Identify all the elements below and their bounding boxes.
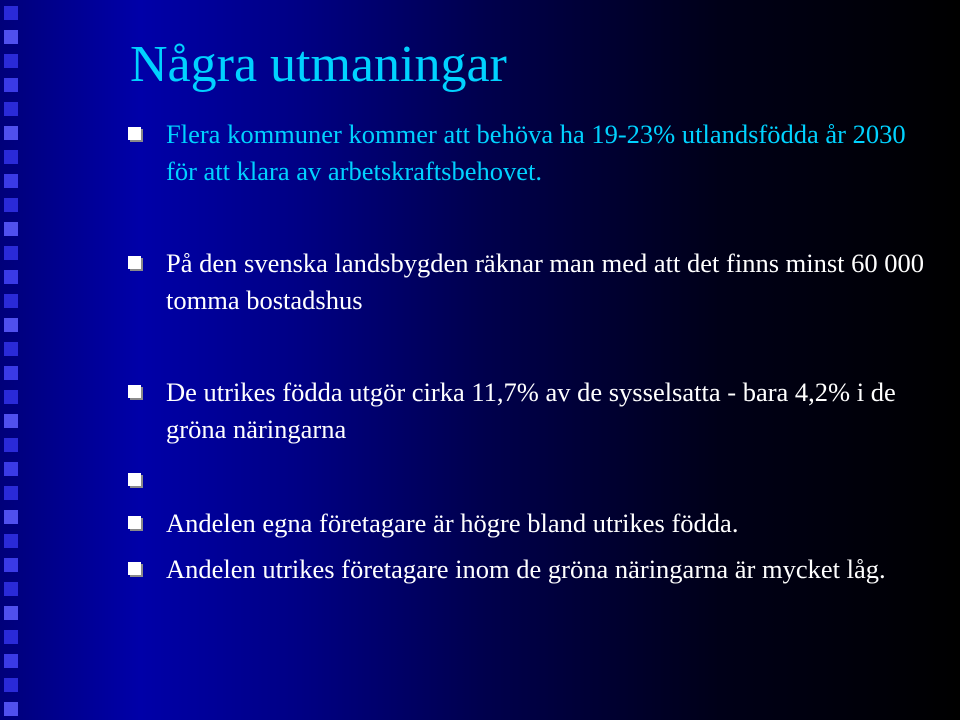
bullet-text: Andelen utrikes företagare inom de gröna näringarna är mycket låg. bbox=[166, 554, 886, 584]
bullet-text: Flera kommuner kommer att behöva ha 19-23% utlandsfödda år 2030 för att klara av arbetskraftsbehovet. bbox=[166, 119, 906, 186]
bullet-square-icon bbox=[128, 127, 141, 140]
bullet-text: Andelen egna företagare är högre bland utrikes födda. bbox=[166, 508, 739, 538]
bullet-square-icon bbox=[128, 516, 141, 529]
slide-title: Några utmaningar bbox=[130, 36, 507, 93]
bullet-square-icon bbox=[128, 385, 141, 398]
bullet-square-icon bbox=[128, 256, 141, 269]
bullet-text: De utrikes födda utgör cirka 11,7% av de sysselsatta - bara 4,2% i de gröna näringarna bbox=[166, 377, 896, 444]
bullet-square-icon bbox=[128, 473, 141, 486]
bullet-text: På den svenska landsbygden räknar man med att det finns minst 60 000 tomma bostadshus bbox=[166, 248, 925, 315]
bullet-square-icon bbox=[128, 562, 141, 575]
